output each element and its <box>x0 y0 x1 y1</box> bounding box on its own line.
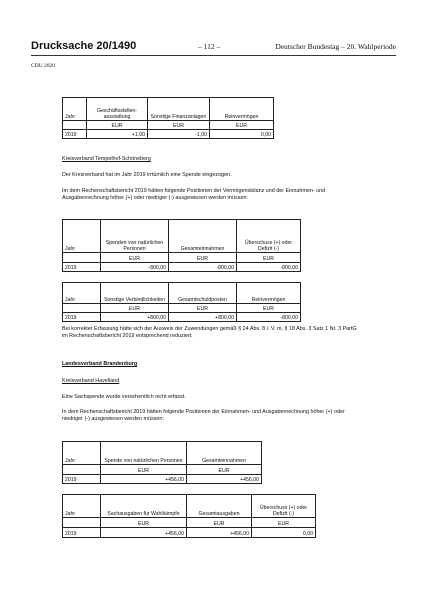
table-row <box>63 475 262 484</box>
table-unit-cell: EUR <box>237 304 301 313</box>
table-header-cell: Gesamtschuldposten <box>169 283 237 304</box>
table-unit-row <box>63 518 316 528</box>
table-header-cell: Überschuss (+) oder Defizit (-) <box>252 495 316 518</box>
table-unit-cell: EUR <box>187 518 252 528</box>
table-unit-cell <box>63 518 101 528</box>
table-unit-cell: EUR <box>101 304 169 313</box>
table-unit-cell <box>63 253 101 263</box>
table-cell: -800,00 <box>101 263 169 272</box>
table-cell: -800,00 <box>237 263 301 272</box>
table-unit-cell: EUR <box>87 121 148 130</box>
table-bilanz-3 <box>62 282 301 322</box>
table-cell: 2019 <box>63 475 101 484</box>
table-header-cell: Gesamteinnahmen <box>169 220 237 253</box>
table-unit-cell: EUR <box>252 518 316 528</box>
table-cell: +800,00 <box>101 313 169 322</box>
table-unit-row <box>63 121 274 130</box>
table-header-cell: Gesamteinnahmen <box>187 442 262 465</box>
table-header-cell: Spende von natürlichen Personen <box>101 442 187 465</box>
table-row <box>63 130 274 139</box>
header-rule <box>31 55 396 56</box>
table-header-cell: Jahr <box>63 442 101 465</box>
paragraph: Der Kreisverband hat im Jahr 2019 irrtümlich eine Spende eingezogen. <box>62 172 232 178</box>
table-header-row <box>63 495 316 518</box>
table-header-cell: Sachausgaben für Wahlkämpfe <box>101 495 187 518</box>
table-cell: -800,00 <box>169 263 237 272</box>
table-unit-cell <box>63 465 101 475</box>
table-unit-cell: EUR <box>187 465 262 475</box>
page-header <box>31 40 396 54</box>
table-unit-cell <box>63 121 87 130</box>
table-unit-cell: EUR <box>148 121 210 130</box>
table-bilanz-1 <box>62 97 274 139</box>
table-unit-row <box>63 465 262 475</box>
document-number: Drucksache 20/1490 <box>31 40 137 52</box>
table-header-cell: Jahr <box>63 495 101 518</box>
paragraph-note: Bei korrekter Erfassung hätte sich der Ausweis der Zuwendungen gemäß § 24 Abs. 8 i. V. m. § 18 Abs. 3 Satz 1 Nr. 3 PartG im Rechenschaftsbericht 2019 entsprechend reduziert. <box>62 326 357 340</box>
table-header-cell: Geschäftsstellen-ausstattung <box>87 98 148 121</box>
table-header-cell: Sonstige Verbindlichkeiten <box>101 283 169 304</box>
paragraph: In dem Rechenschaftsbericht 2019 hätten folgende Positionen der Einnahmen- und Ausgabenrechnung höher (+) oder niedriger (-) ausgewiesen werden müssen: <box>62 409 345 423</box>
table-unit-cell: EUR <box>169 253 237 263</box>
table-header-row <box>63 220 301 253</box>
table-header-cell: Jahr <box>63 98 87 121</box>
table-header-cell: Jahr <box>63 220 101 253</box>
table-header-row <box>63 442 262 465</box>
table-header-cell: Reinvermögen <box>210 98 274 121</box>
table-unit-cell: EUR <box>101 465 187 475</box>
table-header-cell: Sonstige Finanzanlagen <box>148 98 210 121</box>
table-row <box>63 313 301 322</box>
table-einnahmen-4 <box>62 441 262 484</box>
page-number: – 112 – <box>198 42 221 51</box>
institution-label: Deutscher Bundestag – 20. Wahlperiode <box>275 42 396 51</box>
party-label: CDU 2020 <box>31 63 55 69</box>
table-cell: -800,00 <box>237 313 301 322</box>
table-unit-cell <box>63 304 101 313</box>
table-unit-cell: EUR <box>101 518 187 528</box>
table-cell: +456,00 <box>187 475 262 484</box>
table-cell: 2019 <box>63 263 101 272</box>
table-cell: +1,00 <box>87 130 148 139</box>
table-cell: +456,00 <box>101 475 187 484</box>
table-cell: 2019 <box>63 313 101 322</box>
table-header-row <box>63 283 301 304</box>
table-header-row <box>63 98 274 121</box>
table-header-cell: Überschuss (+) oder Defizit (-) <box>237 220 301 253</box>
table-row <box>63 528 316 538</box>
section-title-tempelhof: Kreisverband Tempelhof-Schöneberg <box>62 156 151 162</box>
table-cell: 0,00 <box>210 130 274 139</box>
table-cell: -1,00 <box>148 130 210 139</box>
table-unit-row <box>63 253 301 263</box>
table-cell: +456,00 <box>101 528 187 538</box>
table-cell: +800,00 <box>169 313 237 322</box>
subsection-title-havelland: Kreisverband Havelland <box>62 378 120 384</box>
table-einnahmen-2 <box>62 219 301 272</box>
table-unit-cell: EUR <box>101 253 169 263</box>
section-heading-brandenburg: Landesverband Brandenburg <box>62 361 138 367</box>
table-unit-cell: EUR <box>237 253 301 263</box>
table-ausgaben-5 <box>62 494 316 538</box>
table-unit-row <box>63 304 301 313</box>
table-cell: 2019 <box>63 130 87 139</box>
table-header-cell: Jahr <box>63 283 101 304</box>
table-header-cell: Gesamtausgaben <box>187 495 252 518</box>
table-cell: 2019 <box>63 528 101 538</box>
paragraph: Eine Sachspende wurde versehentlich nicht erfasst. <box>62 394 186 400</box>
table-header-cell: Reinvermögen <box>237 283 301 304</box>
table-cell: 0,00 <box>252 528 316 538</box>
table-cell: +456,00 <box>187 528 252 538</box>
table-header-cell: Spenden von natürlichen Personen <box>101 220 169 253</box>
paragraph: Im dem Rechenschaftsbericht 2019 hätten folgende Positionen der Vermögensbilanz und der Einnahmen- und Ausgabenrechnung höher (+) oder niedriger (-) ausgewiesen werden müssen: <box>62 188 326 202</box>
table-row <box>63 263 301 272</box>
table-unit-cell: EUR <box>169 304 237 313</box>
table-unit-cell: EUR <box>210 121 274 130</box>
